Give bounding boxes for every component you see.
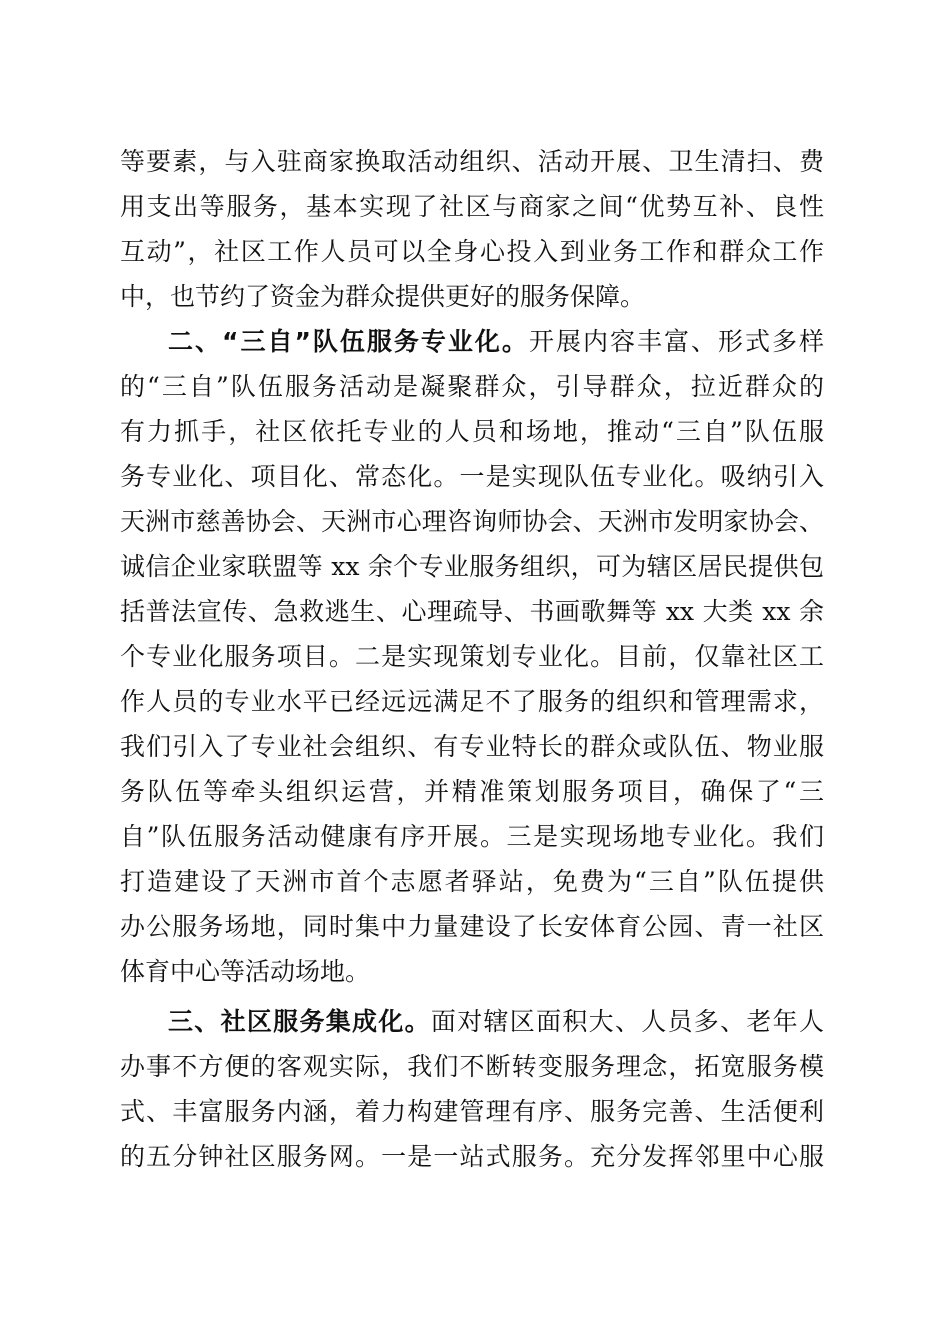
text-line: 个专业化服务项目。二是实现策划专业化。目前，仅靠社区工 bbox=[120, 642, 824, 671]
text-line: 的五分钟社区服务网。一是一站式服务。充分发挥邻里中心服 bbox=[120, 1142, 824, 1171]
text-run: 面对辖区面积大、人员多、老年人 bbox=[430, 1007, 824, 1036]
text-line: 中，也节约了资金为群众提供更好的服务保障。 bbox=[120, 282, 646, 311]
text-line: 等要素，与入驻商家换取活动组织、活动开展、卫生清扫、费 bbox=[120, 147, 824, 176]
section-heading: 二、“三自”队伍服务专业化。 bbox=[168, 327, 529, 356]
text-line: 有力抓手，社区依托专业的人员和场地，推动“三自”队伍服 bbox=[120, 417, 824, 446]
section-heading: 三、社区服务集成化。 bbox=[168, 1007, 431, 1036]
text-line: 自”队伍服务活动健康有序开展。三是实现场地专业化。我们 bbox=[120, 822, 824, 851]
text-line: 式、丰富服务内涵，着力构建管理有序、服务完善、生活便利 bbox=[120, 1097, 824, 1126]
text-line: 天洲市慈善协会、天洲市心理咨询师协会、天洲市发明家协会、 bbox=[120, 507, 824, 536]
paragraph-first-line bbox=[168, 322, 824, 362]
text-line: 办事不方便的客观实际，我们不断转变服务理念，拓宽服务模 bbox=[120, 1052, 824, 1081]
text-line: 办公服务场地，同时集中力量建设了长安体育公园、青一社区 bbox=[120, 912, 824, 941]
text-line: 体育中心等活动场地。 bbox=[120, 957, 371, 986]
text-line: 我们引入了专业社会组织、有专业特长的群众或队伍、物业服 bbox=[120, 732, 824, 761]
text-line: 务队伍等牵头组织运营，并精准策划服务项目，确保了“三 bbox=[120, 777, 824, 806]
text-line: 诚信企业家联盟等 xx 余个专业服务组织，可为辖区居民提供包 bbox=[120, 552, 824, 581]
text-line: 用支出等服务，基本实现了社区与商家之间“优势互补、良性 bbox=[120, 192, 824, 221]
paragraph-first-line bbox=[168, 1002, 824, 1042]
text-line: 括普法宣传、急救逃生、心理疏导、书画歌舞等 xx 大类 xx 余 bbox=[120, 597, 824, 626]
text-run: 开展内容丰富、形式多样 bbox=[528, 327, 824, 356]
text-line: 的“三自”队伍服务活动是凝聚群众，引导群众，拉近群众的 bbox=[120, 372, 824, 401]
text-line: 互动”，社区工作人员可以全身心投入到业务工作和群众工作 bbox=[120, 237, 824, 266]
text-line: 作人员的专业水平已经远远满足不了服务的组织和管理需求， bbox=[120, 687, 824, 716]
text-line: 务专业化、项目化、常态化。一是实现队伍专业化。吸纳引入 bbox=[120, 462, 824, 491]
text-line: 打造建设了天洲市首个志愿者驿站，免费为“三自”队伍提供 bbox=[120, 867, 824, 896]
